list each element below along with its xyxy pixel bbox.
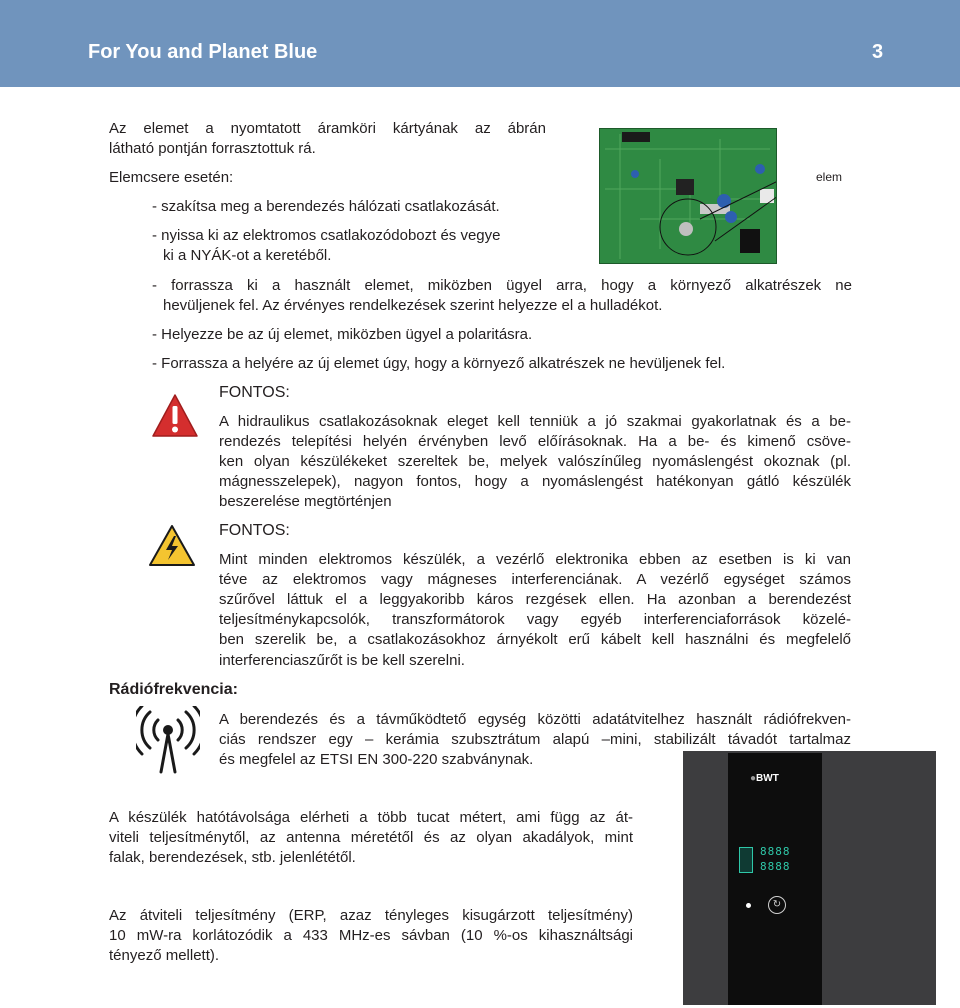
radio-line-1: A berendezés és a távműködtető egység közötti adatátvitelhez használt rádiófrekven- bbox=[219, 711, 851, 728]
warning-1-line-3: ken olyan készülékeket szereltek be, melyek valószínűleg nyomáslengést okoznak (pl. bbox=[219, 453, 851, 470]
intro-line-2: látható pontján forrasztottuk rá. bbox=[109, 140, 316, 157]
device-led bbox=[746, 903, 751, 908]
device-photo bbox=[683, 751, 936, 1005]
radio-line-3: és megfelel az ETSI EN 300-220 szabványnak. bbox=[219, 751, 534, 768]
radio-line-2: ciás rendszer egy – kerámia szubsztrátum alapú –mini, stabilizált távadót tartalmaz bbox=[219, 731, 851, 748]
step-insert-new: - Helyezze be az új elemet, miközben ügyel a polaritásra. bbox=[152, 326, 533, 343]
warning-2-line-4: teljesítménykapcsolók, transzformátorok vagy egyéb interferenciaforrások közelé- bbox=[219, 611, 851, 628]
device-status-indicator bbox=[739, 847, 753, 873]
warning-2-line-3: szűrővel láttuk el a leggyakoribb káros rezgések ellen. Ha azonban a berendezést bbox=[219, 591, 851, 608]
warning-2-line-5: ben szerelik be, a csatlakozásokhoz árnyékolt erű kábelt kell használni és megfelelő bbox=[219, 631, 851, 648]
warning-2-title: FONTOS: bbox=[219, 522, 290, 539]
power-line-3: tényező mellett). bbox=[109, 947, 220, 964]
replacement-title: Elemcsere esetén: bbox=[109, 169, 234, 186]
header-title: For You and Planet Blue bbox=[88, 41, 318, 63]
warning-1-line-2: rendezés telepítési helyén érvényben levő előírásoknak. Ha a be- és kimenő csöve- bbox=[219, 433, 851, 450]
step-open-box-line-2: ki a NYÁK-ot a keretéből. bbox=[163, 247, 332, 264]
circuit-board-photo bbox=[599, 128, 777, 264]
warning-1-line-5: beszerelése megtörténjen bbox=[219, 493, 392, 510]
warning-1-title: FONTOS: bbox=[219, 384, 290, 401]
step-desolder-line-2: hevüljenek fel. Az érvényes rendelkezések szerint helyezze el a hulladékot. bbox=[163, 297, 663, 314]
range-line-1: A készülék hatótávolsága elérheti a több tucat métert, ami függ az át- bbox=[109, 809, 633, 826]
warning-1-line-1: A hidraulikus csatlakozásoknak eleget kell tenniük a jó szakmai gyakorlatnak és a be- bbox=[219, 413, 851, 430]
warning-2-line-6: interferenciaszűrőt is be kell szerelni. bbox=[219, 652, 465, 669]
power-line-1: Az átviteli teljesítmény (ERP, azaz tényleges kisugárzott teljesítmény) bbox=[109, 907, 633, 924]
power-line-2: 10 mW-ra korlátozódik a 433 MHz-es sávban (10 %-os kihasználtsági bbox=[109, 927, 633, 944]
step-solder-new: - Forrassza a helyére az új elemet úgy, hogy a környező alkatrészek ne hevüljenek fel. bbox=[152, 355, 726, 372]
range-line-2: viteli teljesítménytől, az antenna méretétől és az olyan akadályok, mint bbox=[109, 829, 633, 846]
range-line-3: falak, berendezések, stb. jelenlététől. bbox=[109, 849, 356, 866]
radio-title: Rádiófrekvencia: bbox=[109, 681, 238, 698]
battery-label: elem bbox=[816, 170, 843, 184]
warning-2-line-2: téve az elektromos vagy mágneses interferenciának. A vezérlő egységet számos bbox=[219, 571, 851, 588]
warning-1-line-4: mágnesszelepek), nagyon fontos, hogy a nyomáslengést hatékonyan gátló készülék bbox=[219, 473, 851, 490]
warning-2-line-1: Mint minden elektromos készülék, a vezérlő elektronika ebben az esetben is ki van bbox=[219, 551, 851, 568]
step-disconnect: - szakítsa meg a berendezés hálózati csatlakozását. bbox=[152, 198, 500, 215]
device-control-panel bbox=[728, 753, 822, 1005]
intro-line-1: Az elemet a nyomtatott áramköri kártyának az ábrán bbox=[109, 120, 546, 137]
bwt-logo: ●BWT bbox=[750, 773, 779, 784]
device-power-button[interactable]: ↻ bbox=[768, 896, 786, 914]
step-desolder-line-1: - forrassza ki a használt elemet, miközben ügyel arra, hogy a környező alkatrészek ne bbox=[152, 277, 852, 294]
radio-antenna-icon bbox=[136, 706, 200, 774]
warning-exclamation-icon bbox=[151, 393, 199, 439]
page-header bbox=[0, 0, 960, 87]
electrical-hazard-icon bbox=[148, 524, 196, 568]
step-open-box-line-1: - nyissa ki az elektromos csatlakozódobozt és vegye bbox=[152, 227, 501, 244]
device-display-2: 8888 bbox=[760, 860, 791, 873]
page-number: 3 bbox=[872, 41, 884, 63]
device-display: 8888 bbox=[760, 845, 791, 858]
